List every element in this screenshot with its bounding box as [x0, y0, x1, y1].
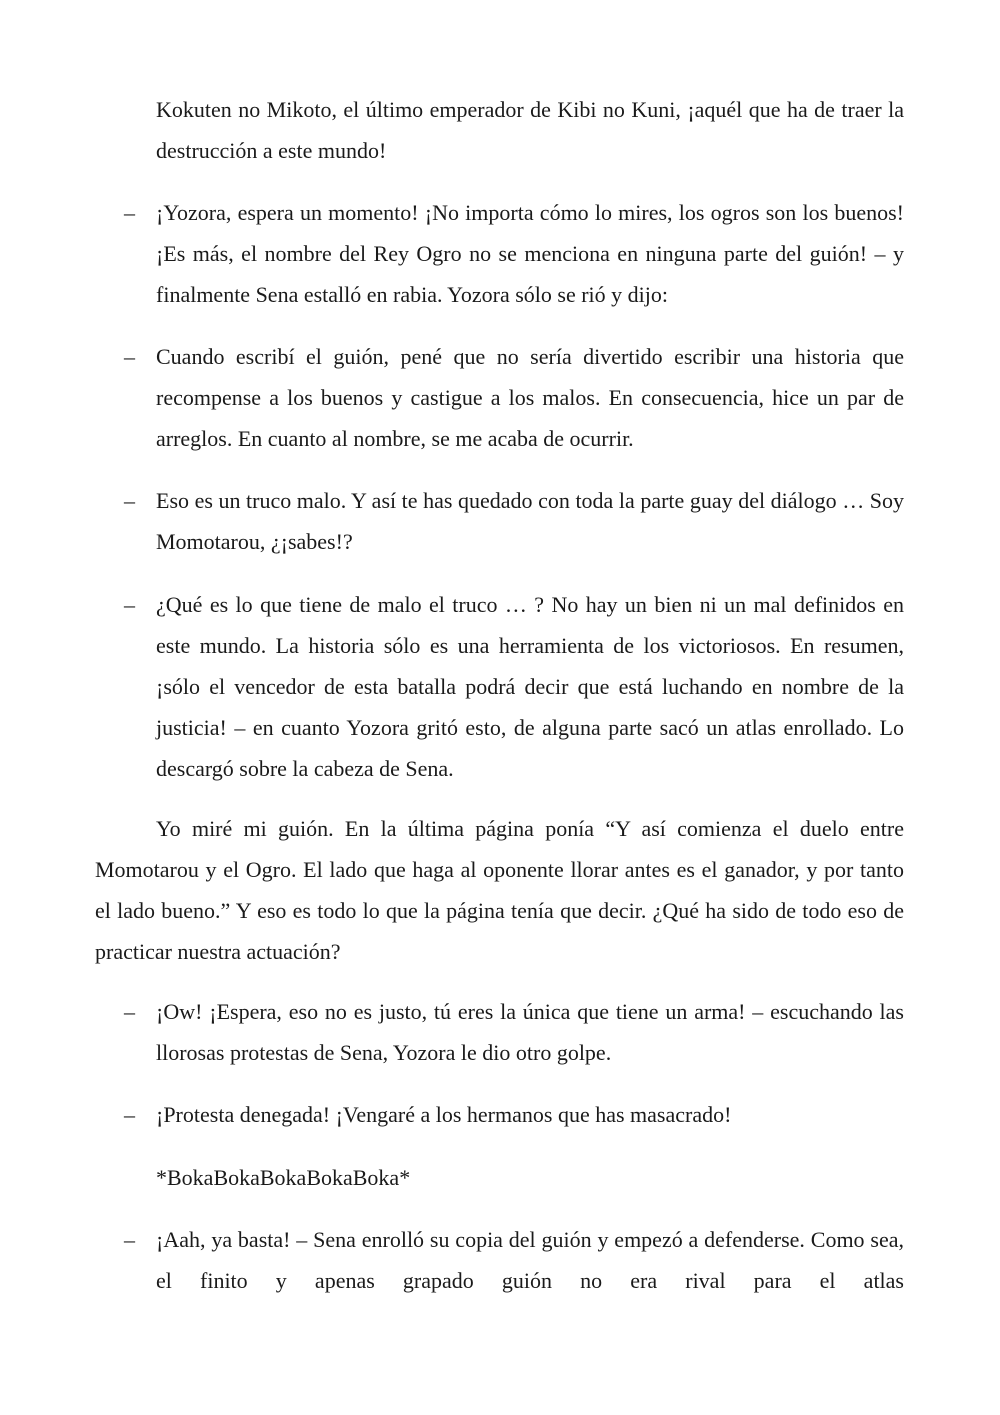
dialogue-dash: – [124, 999, 135, 1024]
dialogue-dash: – [124, 488, 135, 513]
dialogue-paragraph: Eso es un truco malo. Y así te has quedado con toda la parte guay del diálogo … Soy Momotarou, ¿¡sabes!? [156, 488, 904, 554]
dialogue-paragraph: ¡Yozora, espera un momento! ¡No importa cómo lo mires, los ogros son los buenos! ¡Es más, el nombre del Rey Ogro no se menciona en ninguna parte del guión! – y finalmente Sena estalló en rabia. Yozora sólo se rió y dijo: [156, 200, 904, 307]
dialogue-paragraph: ¡Ow! ¡Espera, eso no es justo, tú eres la única que tiene un arma! – escuchando las llorosas protestas de Sena, Yozora le dio otro golpe. [156, 999, 904, 1065]
dialogue-dash: – [124, 200, 135, 225]
dialogue-dash: – [124, 344, 135, 369]
dialogue-paragraph: ¿Qué es lo que tiene de malo el truco … ? No hay un bien ni un mal definidos en este mundo. La historia sólo es una herramienta de los victoriosos. En resumen, ¡sólo el vencedor de esta batalla podrá decir que está luchando en nombre de la justicia! – en cuanto Yozora gritó esto, de alguna parte sacó un atlas enrollado. Lo descargó sobre la cabeza de Sena. [156, 592, 904, 781]
narration-paragraph: Yo miré mi guión. En la última página ponía “Y así comienza el duelo entre Momotarou y el Ogro. El lado que haga al oponente llorar antes es el ganador, y por tanto el lado bueno.” Y eso es todo lo que la página tenía que decir. ¿Qué ha sido de todo eso de practicar nuestra actuación? [95, 816, 904, 964]
dialogue-paragraph: Cuando escribí el guión, pené que no sería divertido escribir una historia que recompense a los buenos y castigue a los malos. En consecuencia, hice un par de arreglos. En cuanto al nombre, se me acaba de ocurrir. [156, 344, 904, 451]
dialogue-paragraph: ¡Aah, ya basta! – Sena enrolló su copia del guión y empezó a defenderse. Como sea, el finito y apenas grapado guión no era rival para el atlas [156, 1227, 904, 1293]
paragraph-continuation: Kokuten no Mikoto, el último emperador de Kibi no Kuni, ¡aquél que ha de traer la destrucción a este mundo! [156, 97, 904, 163]
dialogue-dash: – [124, 1102, 135, 1127]
sound-effect: *BokaBokaBokaBokaBoka* [156, 1165, 411, 1190]
dialogue-dash: – [124, 592, 135, 617]
dialogue-paragraph: ¡Protesta denegada! ¡Vengaré a los hermanos que has masacrado! [156, 1102, 732, 1127]
dialogue-dash: – [124, 1227, 135, 1252]
